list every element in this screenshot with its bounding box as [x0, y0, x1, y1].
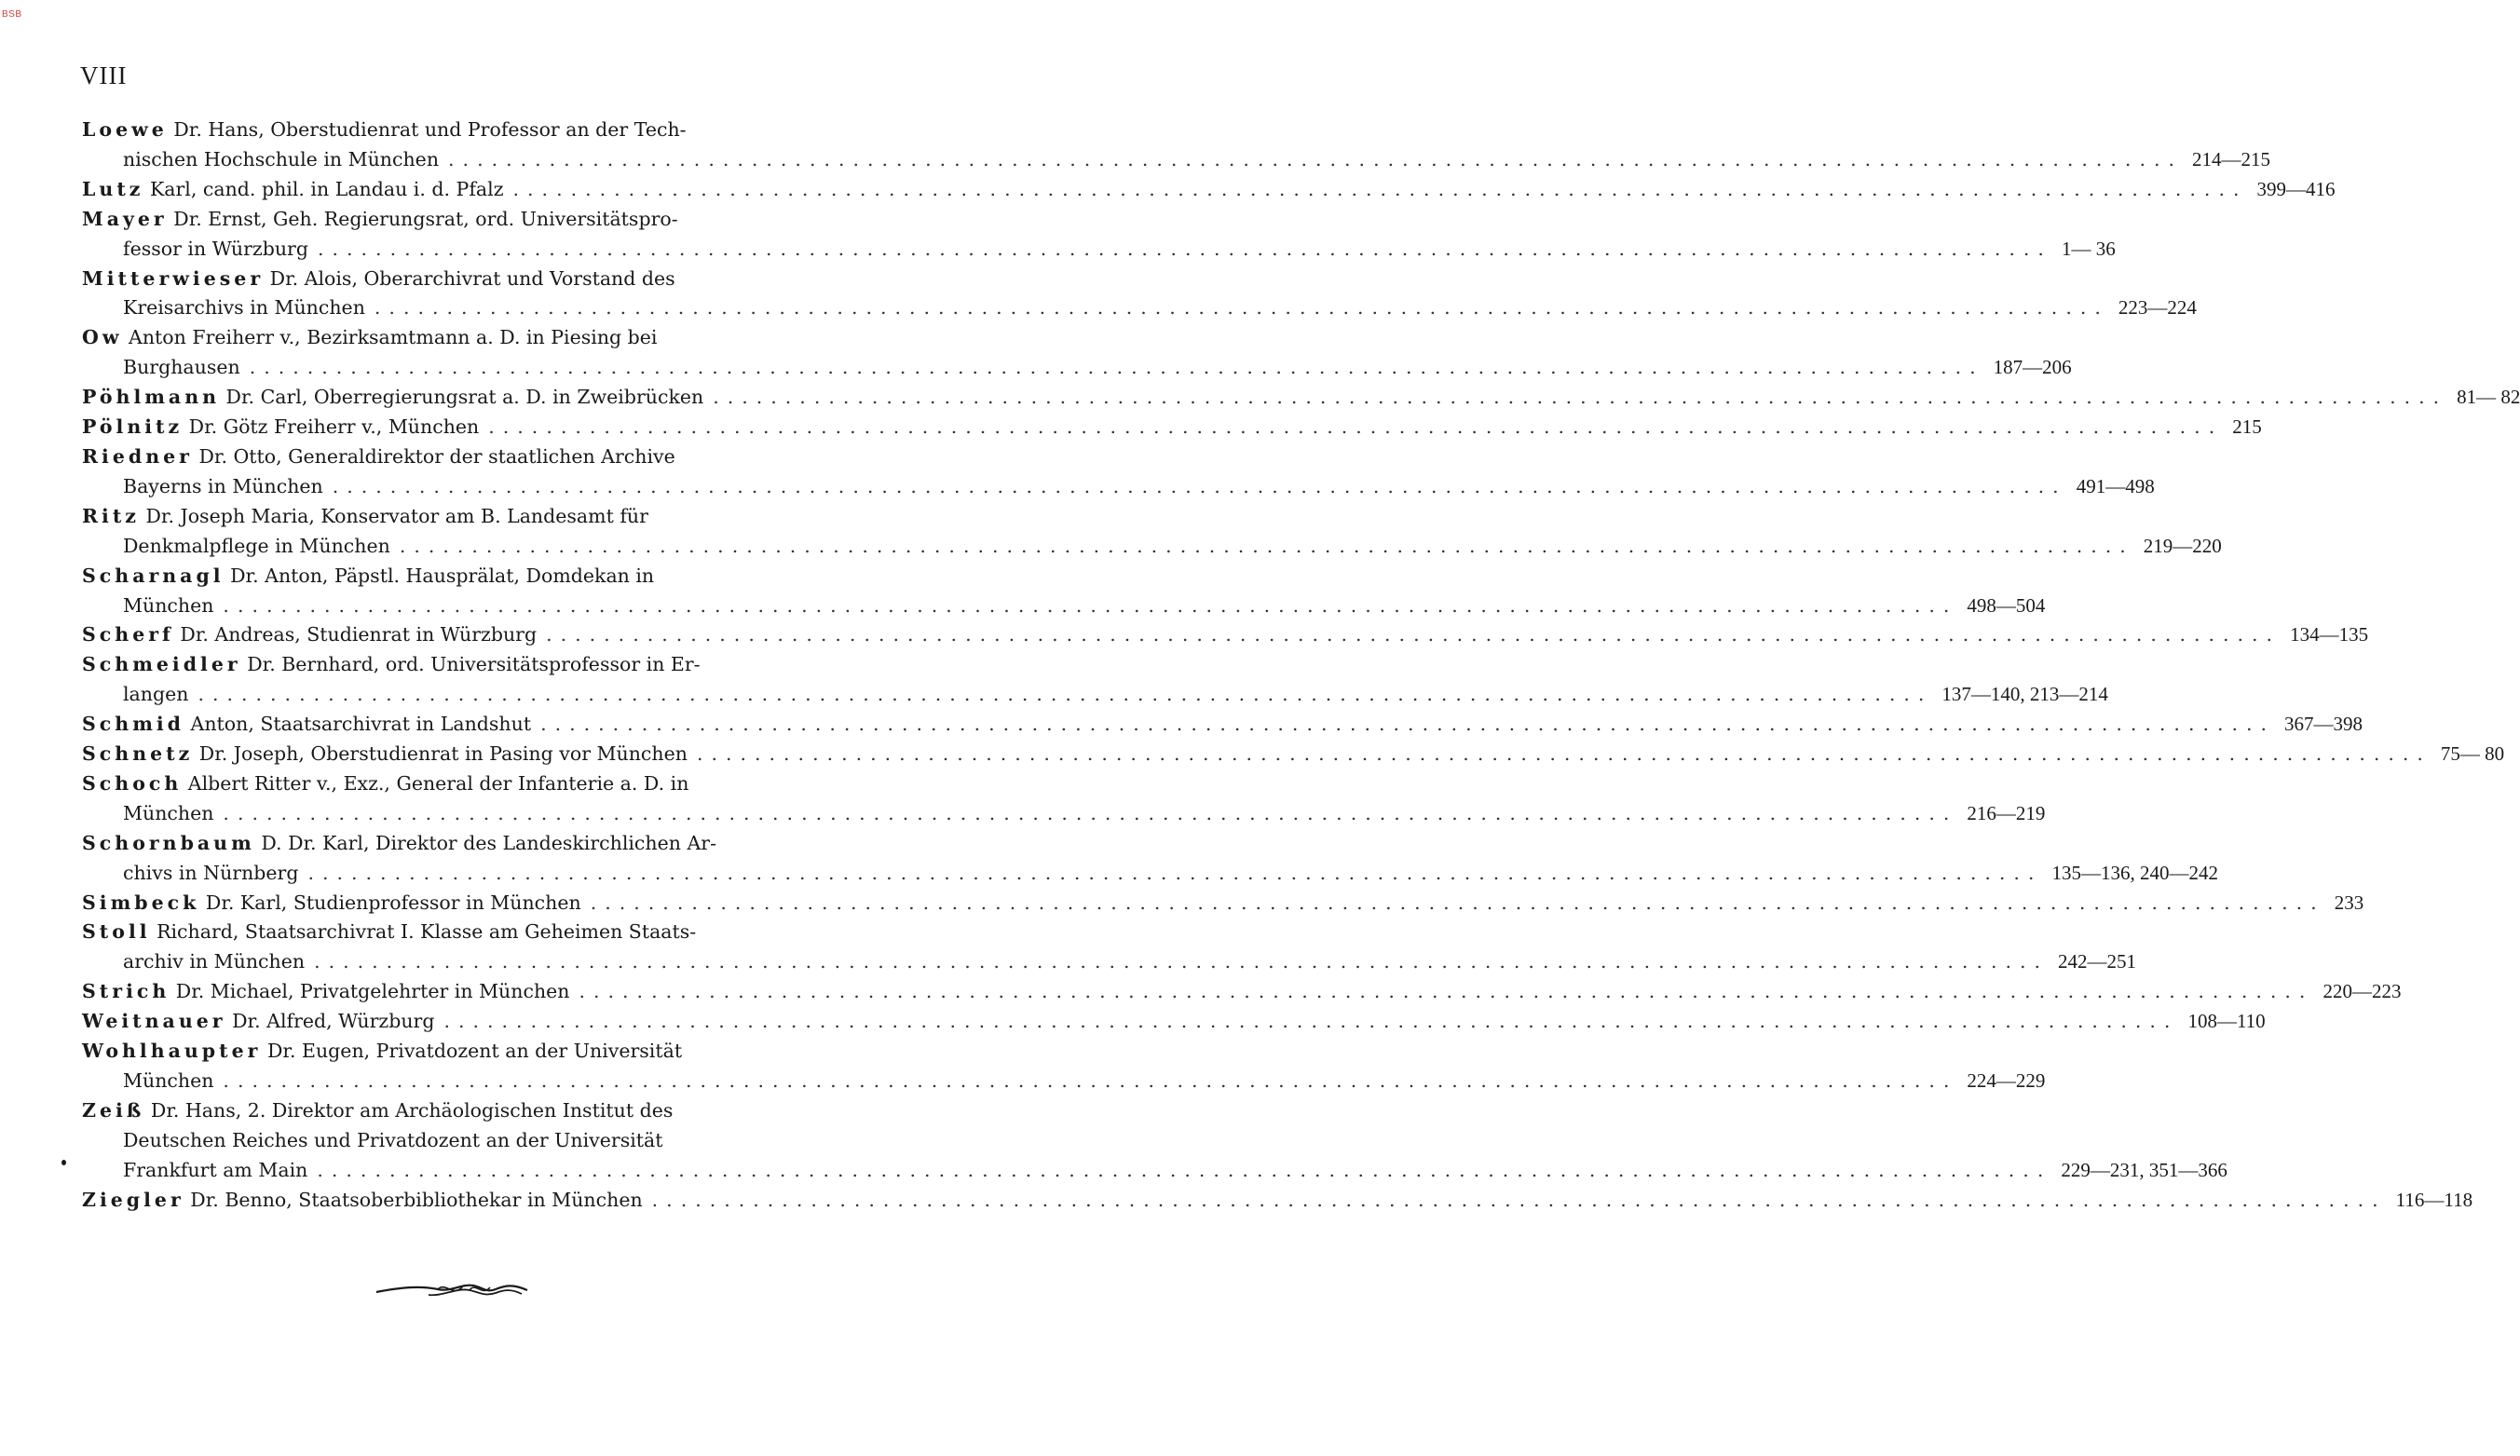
contributor-surname: Schoch [82, 771, 183, 795]
entry-text [82, 1186, 643, 1216]
entry-final-line [82, 145, 2270, 175]
entry-final-line [82, 710, 2363, 740]
entry-line [82, 829, 837, 859]
entry-text [123, 1067, 213, 1096]
entry-final-line [82, 620, 2369, 650]
contributor-entry [82, 1037, 2046, 1096]
contributor-surname: Loewe [82, 118, 168, 141]
entry-text [82, 889, 581, 919]
contributor-entry [82, 740, 2505, 769]
entry-text: Dr. Joseph, Oberstudienrat in Pasing vor München [198, 742, 688, 766]
contributor-surname: Weitnauer [82, 1010, 226, 1033]
contributor-entry [82, 413, 2262, 442]
entry-final-line [82, 977, 2402, 1007]
contributor-surname: Stoll [82, 920, 151, 944]
page-reference: 134—135 [2290, 623, 2369, 646]
entry-text: Dr. Alfred, Würzburg [232, 1010, 435, 1033]
entry-text: Dr. Hans, Oberstudienrat und Professor an der Tech- [173, 118, 687, 141]
dot-leader: ........................................................................................................................ [651, 1188, 2387, 1211]
entry-final-line [82, 799, 2046, 829]
contributor-surname: Zeiß [82, 1098, 145, 1122]
page-reference: 81— 82 [2457, 386, 2520, 409]
entry-text: Dr. Joseph Maria, Konservator am B. Landesamt für [145, 504, 648, 527]
entry-text: Dr. Karl, Studienprofessor in München [205, 891, 581, 914]
entry-line [82, 650, 837, 680]
entry-text [82, 710, 531, 740]
contributor-entry [82, 1007, 2266, 1037]
ornament-flourish [373, 1276, 531, 1304]
contributor-entry [82, 383, 2520, 413]
contributor-surname: Mayer [82, 207, 168, 230]
entry-line [82, 918, 837, 947]
page-reference: 75— 80 [2440, 742, 2505, 766]
entry-text: fessor in Würzburg [123, 237, 308, 260]
entry-final-line [82, 859, 2218, 889]
page-reference: 116—118 [2395, 1188, 2473, 1211]
contributor-entry [82, 889, 2364, 919]
page-reference: 229—231, 351—366 [2061, 1158, 2227, 1181]
entry-final-line [82, 413, 2262, 442]
entry-final-line [82, 472, 2155, 502]
contributor-surname: Scherf [82, 623, 174, 646]
entry-text: Dr. Anton, Päpstl. Hausprälat, Domdekan in [230, 564, 655, 587]
contributor-entry [82, 502, 2222, 562]
entry-text: Albert Ritter v., Exz., General der Infanterie a. D. in [187, 771, 689, 795]
entry-line [82, 265, 837, 294]
page-reference: 135—136, 240—242 [2051, 861, 2218, 884]
entry-line [82, 116, 837, 145]
entry-line [82, 442, 837, 472]
contributor-surname: Simbeck [82, 891, 200, 914]
contributor-surname: Scharnagl [82, 564, 225, 587]
entry-final-line [82, 947, 2137, 977]
dot-leader: ........................................................................................................................ [488, 415, 2224, 439]
entry-text: München [123, 801, 214, 824]
entry-text [82, 740, 688, 769]
entry-final-line [82, 353, 2072, 383]
contributor-entry [82, 710, 2363, 740]
entry-text [123, 532, 390, 562]
dot-leader: ........................................................................................................................ [374, 296, 2109, 320]
contributor-surname: Lutz [82, 177, 144, 200]
entry-line [82, 502, 837, 532]
dot-leader: ........................................................................................................................ [540, 713, 2276, 736]
entry-text [123, 235, 308, 265]
page-reference: 242—251 [2058, 950, 2137, 973]
contributor-surname: Ritz [82, 504, 140, 527]
page-reference: 233 [2334, 891, 2364, 914]
contributor-entry [82, 265, 2197, 324]
entry-final-line [82, 235, 2116, 265]
entry-line [82, 205, 837, 235]
dot-leader: ........................................................................................................................ [590, 891, 2325, 914]
entry-text: Deutschen Reiches und Privatdozent an der Universität [123, 1128, 663, 1151]
entry-line [82, 323, 837, 353]
entry-final-line [82, 1007, 2266, 1037]
entry-line [82, 1096, 837, 1126]
contributor-entry [82, 620, 2369, 650]
contributor-surname: Schornbaum [82, 831, 255, 854]
entry-final-line [82, 383, 2520, 413]
contributor-surname: Wohlhaupter [82, 1040, 262, 1063]
entry-text: Dr. Eugen, Privatdozent an der Universität [267, 1040, 683, 1063]
dot-leader: ........................................................................................................................ [223, 1069, 1958, 1092]
entry-text: Dr. Alois, Oberarchivrat und Vorstand des [269, 266, 675, 290]
entry-text: Karl, cand. phil. in Landau i. d. Pfalz [149, 177, 504, 200]
page-reference: 399—416 [2256, 177, 2336, 200]
dot-leader: ........................................................................................................................ [317, 1158, 2052, 1181]
entry-text: Anton, Staatsarchivrat in Landshut [190, 713, 532, 736]
contributor-surname: Ziegler [82, 1188, 184, 1211]
dot-leader: ........................................................................................................................ [399, 534, 2134, 557]
contributor-entry [82, 1096, 2227, 1186]
entry-text: Dr. Bernhard, ord. Universitätsprofessor in Er- [247, 653, 701, 676]
page-reference: 137—140, 213—214 [1941, 683, 2108, 706]
dot-leader: ........................................................................................................................ [443, 1010, 2179, 1033]
dot-leader: ........................................................................................................................ [307, 861, 2043, 884]
dot-leader: ........................................................................................................................ [332, 474, 2067, 497]
entry-text: Burghausen [123, 356, 240, 379]
entry-text [123, 1156, 307, 1186]
contributor-entry [82, 442, 2155, 502]
page-reference: 223—224 [2118, 296, 2197, 320]
entry-text [123, 145, 439, 175]
dot-leader: ........................................................................................................................ [713, 386, 2448, 409]
entry-text: Dr. Hans, 2. Direktor am Archäologischen Institut des [150, 1098, 674, 1122]
entry-final-line [82, 1156, 2227, 1186]
entry-text [82, 620, 537, 650]
entry-text [123, 859, 298, 889]
page-reference: 491—498 [2076, 474, 2155, 497]
contributor-surname: Pölnitz [82, 415, 184, 439]
entry-text [123, 353, 240, 383]
entry-text: langen [123, 683, 189, 706]
contributor-entry [82, 205, 2116, 265]
entry-text: D. Dr. Karl, Direktor des Landeskirchlichen Ar- [261, 831, 716, 854]
entry-text: Dr. Ernst, Geh. Regierungsrat, ord. Universitätspro- [173, 207, 678, 230]
page-reference: 498—504 [1967, 593, 2046, 617]
page-reference: 215 [2232, 415, 2262, 439]
entry-text: nischen Hochschule in München [123, 147, 440, 170]
entry-text: Dr. Benno, Staatsoberbibliothekar in München [190, 1188, 643, 1211]
entry-final-line [82, 592, 2046, 621]
dot-leader: ........................................................................................................................ [223, 593, 1958, 617]
contributor-entry [82, 829, 2218, 889]
dot-leader: ........................................................................................................................ [448, 147, 2183, 170]
dot-leader: ........................................................................................................................ [579, 980, 2314, 1003]
entry-final-line [82, 1186, 2473, 1216]
dot-leader: ........................................................................................................................ [198, 683, 1933, 706]
entry-text: archiv in München [123, 950, 306, 973]
entry-final-line [82, 1067, 2046, 1096]
contributor-entry [82, 175, 2336, 205]
dot-leader: ........................................................................................................................ [223, 801, 1958, 824]
page-reference: 219—220 [2143, 534, 2222, 557]
dot-leader: ........................................................................................................................ [249, 356, 1984, 379]
entry-text: München [123, 593, 214, 617]
dot-leader: ........................................................................................................................ [696, 742, 2431, 766]
contributor-surname: Schnetz [82, 742, 194, 766]
entry-text: München [123, 1069, 214, 1092]
entry-line [82, 769, 837, 799]
watermark: BSB [2, 9, 22, 20]
entry-text: Dr. Michael, Privatgelehrter in München [175, 980, 570, 1003]
entry-text [123, 680, 188, 710]
page-reference: 108—110 [2187, 1010, 2266, 1033]
entry-text: Dr. Götz Freiherr v., München [188, 415, 480, 439]
dot-leader: ........................................................................................................................ [512, 177, 2248, 200]
contributor-surname: Ow [82, 326, 123, 349]
entry-final-line [82, 293, 2197, 323]
page-reference: 367—398 [2284, 713, 2363, 736]
dot-leader: ........................................................................................................................ [546, 623, 2282, 646]
contributor-surname: Mitterwieser [82, 266, 265, 290]
contributor-entry [82, 769, 2046, 829]
entry-text [82, 1007, 434, 1037]
entry-text [123, 472, 323, 502]
entry-text: Dr. Otto, Generaldirektor der staatlichen Archive [198, 444, 675, 468]
entry-final-line [82, 680, 2108, 710]
contributor-list [82, 116, 2520, 1216]
entry-text [123, 293, 365, 323]
contributor-entry [82, 977, 2402, 1007]
entry-line [82, 1037, 837, 1067]
dot-leader: ........................................................................................................................ [317, 237, 2052, 260]
page-reference: 1— 36 [2061, 237, 2116, 260]
entry-line [82, 562, 837, 592]
margin-mark [61, 1160, 66, 1165]
entry-final-line [82, 175, 2336, 205]
contributor-entry [82, 918, 2137, 977]
page-number: VIII [80, 61, 128, 89]
entry-text [82, 383, 703, 413]
contributor-entry [82, 323, 2072, 383]
entry-text: chivs in Nürnberg [123, 861, 299, 884]
entry-final-line [82, 532, 2222, 562]
contributor-surname: Schmeidler [82, 653, 241, 676]
entry-text [123, 592, 213, 621]
entry-text [82, 413, 479, 442]
entry-text: Frankfurt am Main [123, 1158, 308, 1181]
entry-text: Bayerns in München [123, 474, 323, 497]
page-reference: 216—219 [1967, 801, 2046, 824]
contributor-surname: Strich [82, 980, 170, 1003]
contributor-entry [82, 562, 2046, 621]
entry-text [82, 175, 504, 205]
page-reference: 214—215 [2192, 147, 2270, 170]
entry-text: Dr. Andreas, Studienrat in Würzburg [180, 623, 538, 646]
entry-text: Dr. Carl, Oberregierungsrat a. D. in Zweibrücken [225, 386, 704, 409]
entry-final-line [82, 889, 2364, 919]
page-reference: 220—223 [2322, 980, 2402, 1003]
page-reference: 224—229 [1967, 1069, 2046, 1092]
entry-text: Anton Freiherr v., Bezirksamtmann a. D. in Piesing bei [129, 326, 658, 349]
contributor-surname: Schmid [82, 713, 185, 736]
contributor-entry [82, 1186, 2473, 1216]
entry-text [123, 947, 305, 977]
dot-leader: ........................................................................................................................ [314, 950, 2050, 973]
contributor-surname: Pöhlmann [82, 386, 221, 409]
contributor-entry [82, 116, 2270, 175]
entry-final-line [82, 740, 2505, 769]
contributor-entry [82, 650, 2108, 710]
page-reference: 187—206 [1993, 356, 2072, 379]
entry-line [82, 1126, 837, 1156]
entry-text [82, 977, 569, 1007]
entry-text: Richard, Staatsarchivrat I. Klasse am Geheimen Staats- [157, 920, 697, 944]
entry-text: Denkmalpflege in München [123, 534, 390, 557]
entry-text [123, 799, 213, 829]
entry-text: Kreisarchivs in München [123, 296, 365, 320]
contributor-surname: Riedner [82, 444, 193, 468]
